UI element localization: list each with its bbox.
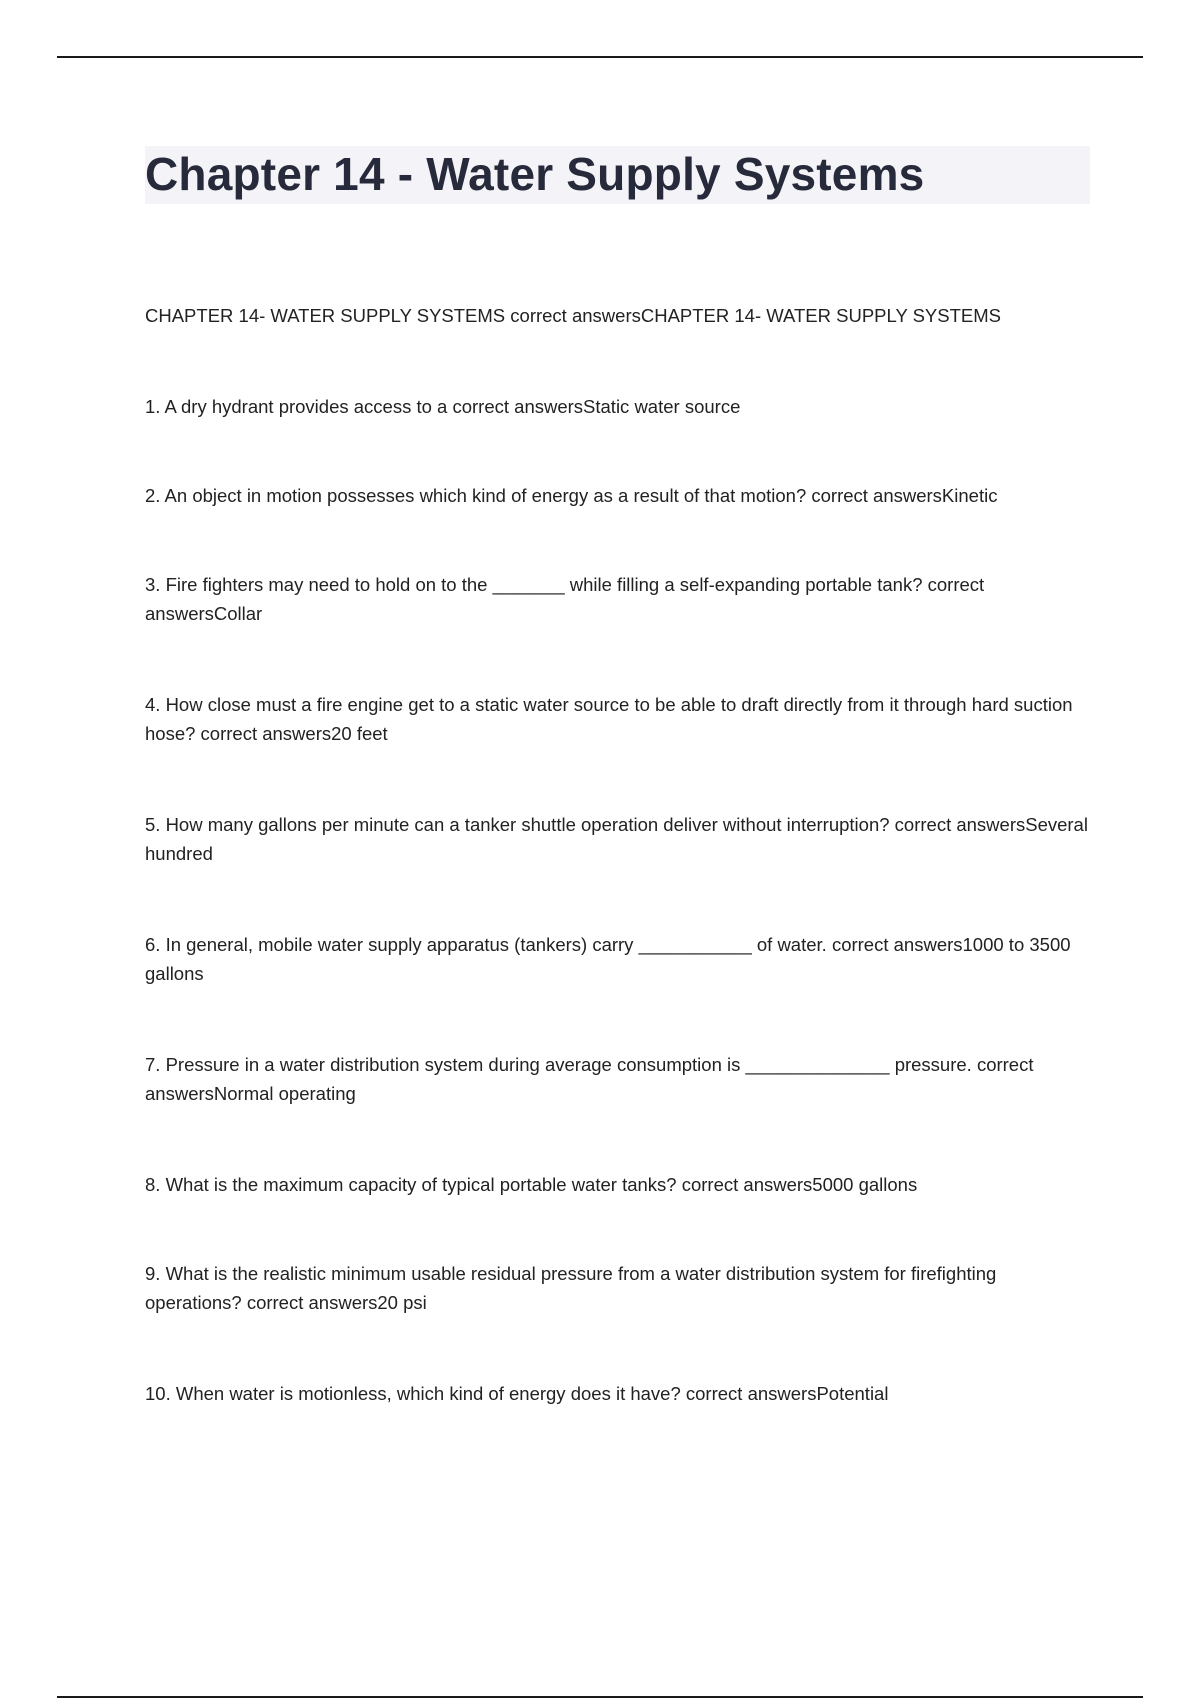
question-item-1: 1. A dry hydrant provides access to a correct answersStatic water source xyxy=(145,396,741,417)
page-title: Chapter 14 - Water Supply Systems xyxy=(145,148,925,200)
question-item-10: 10. When water is motionless, which kind of energy does it have? correct answersPotential xyxy=(145,1383,889,1404)
intro-text: CHAPTER 14- WATER SUPPLY SYSTEMS correct answersCHAPTER 14- WATER SUPPLY SYSTEMS xyxy=(145,305,1001,326)
question-list xyxy=(145,392,1090,1408)
top-rule xyxy=(57,56,1143,58)
bottom-rule xyxy=(57,1696,1143,1698)
question-item-4: 4. How close must a fire engine get to a static water source to be able to draft directly from it through hard suction hose? correct answers20 feet xyxy=(145,694,1073,744)
document-body xyxy=(145,146,1090,1408)
question-item-2: 2. An object in motion possesses which kind of energy as a result of that motion? correct answersKinetic xyxy=(145,485,998,506)
title-box xyxy=(145,146,1090,204)
question-item-6: 6. In general, mobile water supply apparatus (tankers) carry ___________ of water. correct answers1000 to 3500 gallons xyxy=(145,934,1071,984)
question-item-8: 8. What is the maximum capacity of typical portable water tanks? correct answers5000 gallons xyxy=(145,1174,918,1195)
question-item-9: 9. What is the realistic minimum usable residual pressure from a water distribution system for firefighting operations? correct answers20 psi xyxy=(145,1263,997,1313)
question-item-7: 7. Pressure in a water distribution system during average consumption is ______________ pressure. correct answersNormal operating xyxy=(145,1054,1034,1104)
question-item-3: 3. Fire fighters may need to hold on to the _______ while filling a self-expanding portable tank? correct answersCollar xyxy=(145,574,985,624)
question-item-5: 5. How many gallons per minute can a tanker shuttle operation deliver without interruption? correct answersSeveral hundred xyxy=(145,814,1088,864)
